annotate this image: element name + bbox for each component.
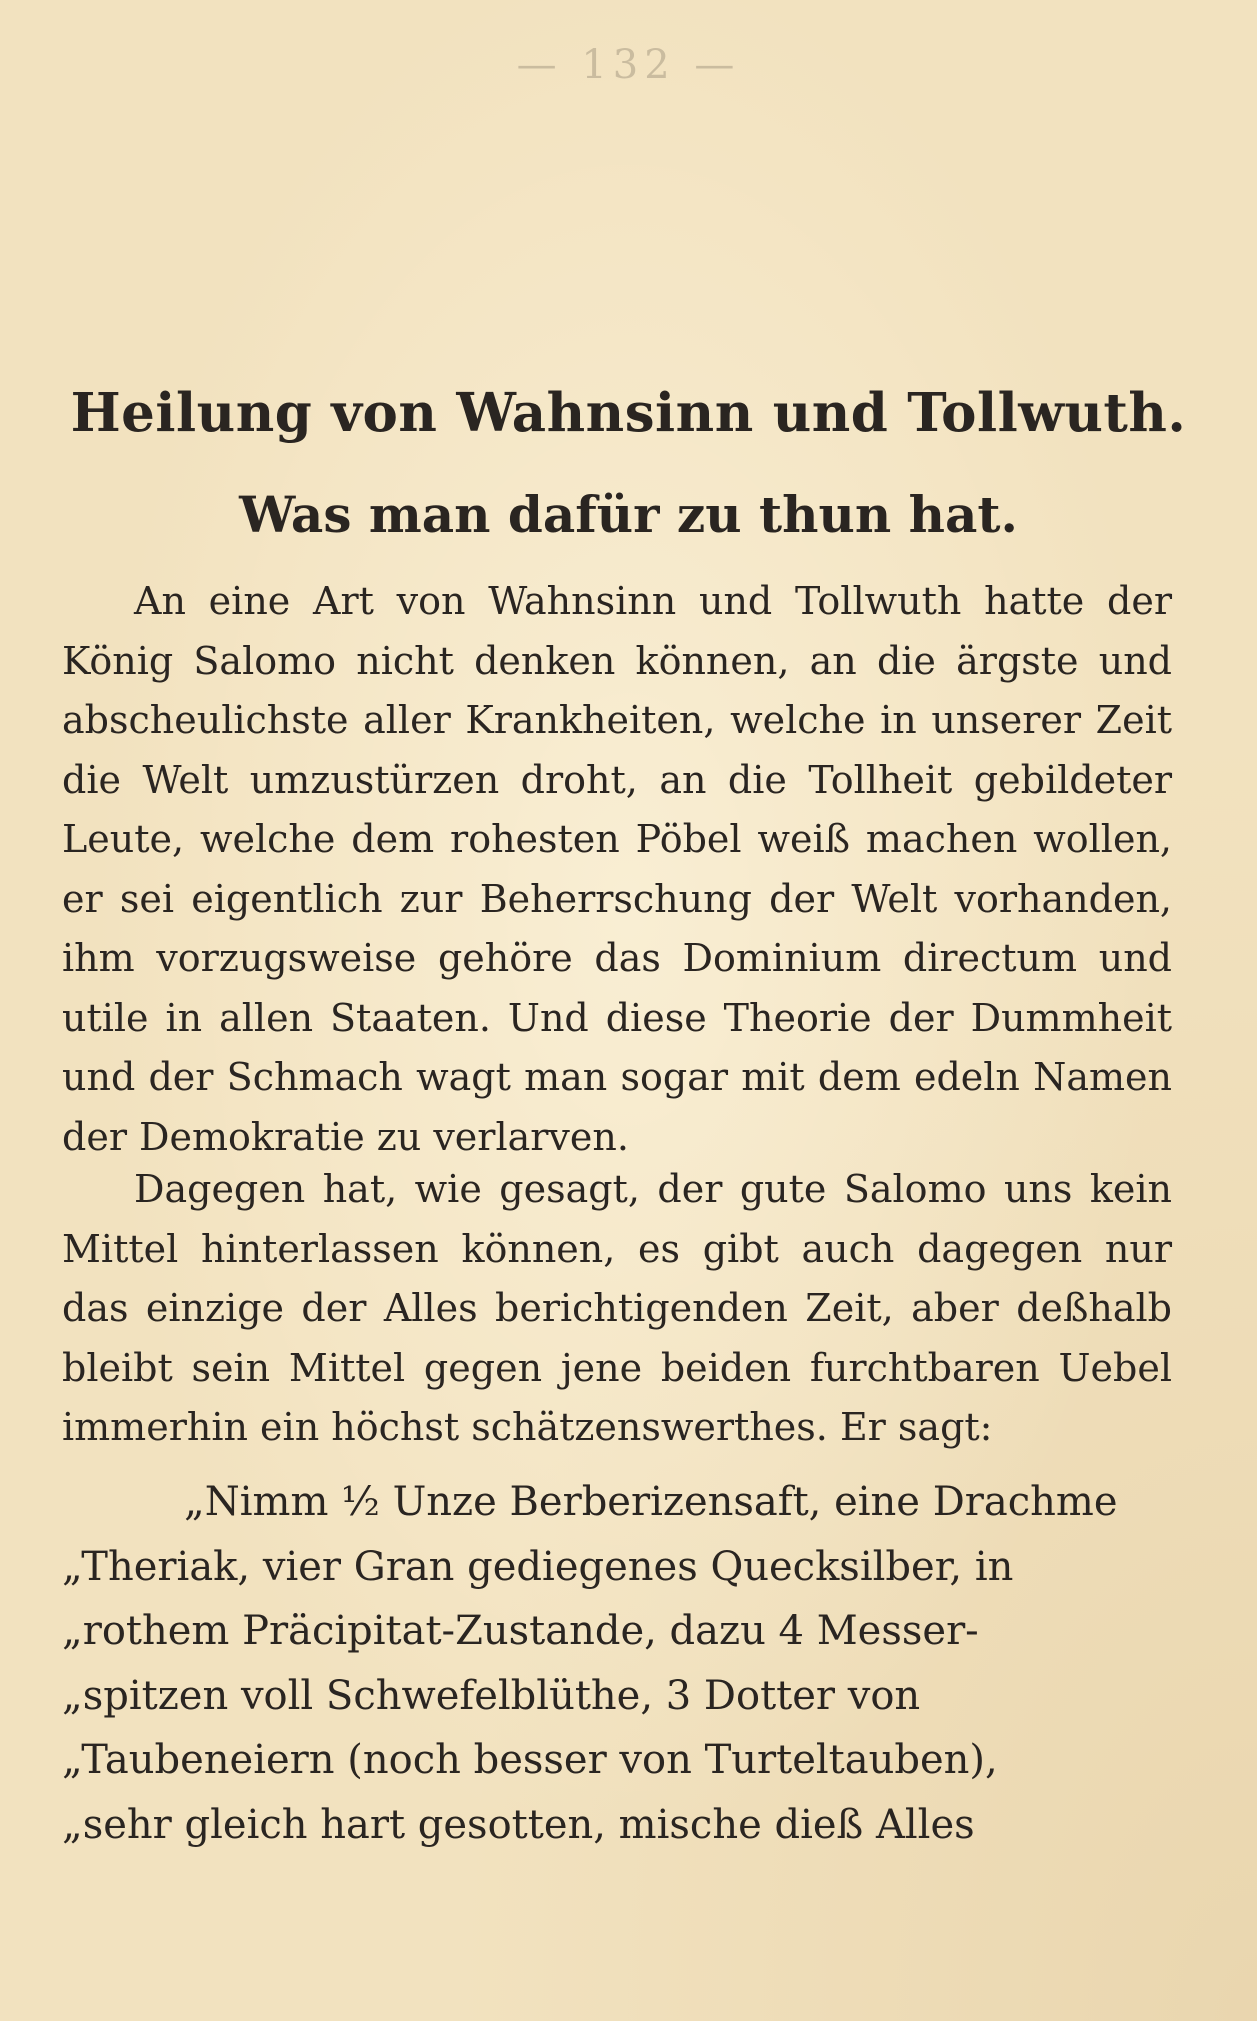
- quote-line: „rothem Präcipitat-Zustande, dazu 4 Messer-: [62, 1608, 979, 1654]
- section-heading: Heilung von Wahnsinn und Tollwuth.: [70, 382, 1187, 444]
- section-subheading: Was man dafür zu thun hat.: [239, 485, 1018, 544]
- quote-line: „Nimm ½ Unze Berberizensaft, eine Drachme: [184, 1479, 1118, 1525]
- quote-line: „Taubeneiern (noch besser von Turteltauben),: [62, 1737, 998, 1783]
- paragraph-1: An eine Art von Wahnsinn und Tollwuth hatte der König Salomo nicht denken können, an die ärgste und abscheulichste aller Krankheiten, welche in unserer Zeit die Welt umzustürzen droht, an die Tollheit gebildeter Leute, welche dem rohesten Pöbel weiß machen wollen, er sei eigentlich zur Beherrschung der Welt vorhanden, ihm vorzugsweise gehöre das Dominium directum und utile in allen Staaten. Und diese Theorie der Dummheit und der Schmach wagt man sogar mit dem edeln Namen der Demokratie zu verlarven.: [62, 579, 1172, 1159]
- recipe-quote: [62, 1470, 1172, 1857]
- quote-line: „spitzen voll Schwefelblüthe, 3 Dotter von: [62, 1672, 921, 1719]
- paragraph-2: Dagegen hat, wie gesagt, der gute Salomo uns kein Mittel hinterlassen können, es gibt auch dagegen nur das einzige der Alles berichtigenden Zeit, aber deßhalb bleibt sein Mittel gegen jene beiden furchtbaren Uebel immerhin ein höchst schätzenswerthes. Er sagt:: [62, 1167, 1172, 1449]
- show-through-text: [70, 130, 1180, 378]
- quote-line: „sehr gleich hart gesotten, mische dieß Alles: [62, 1801, 975, 1848]
- page-number: — 132 —: [516, 42, 741, 88]
- quote-line: „Theriak, vier Gran gediegenes Quecksilber, in: [62, 1543, 1014, 1590]
